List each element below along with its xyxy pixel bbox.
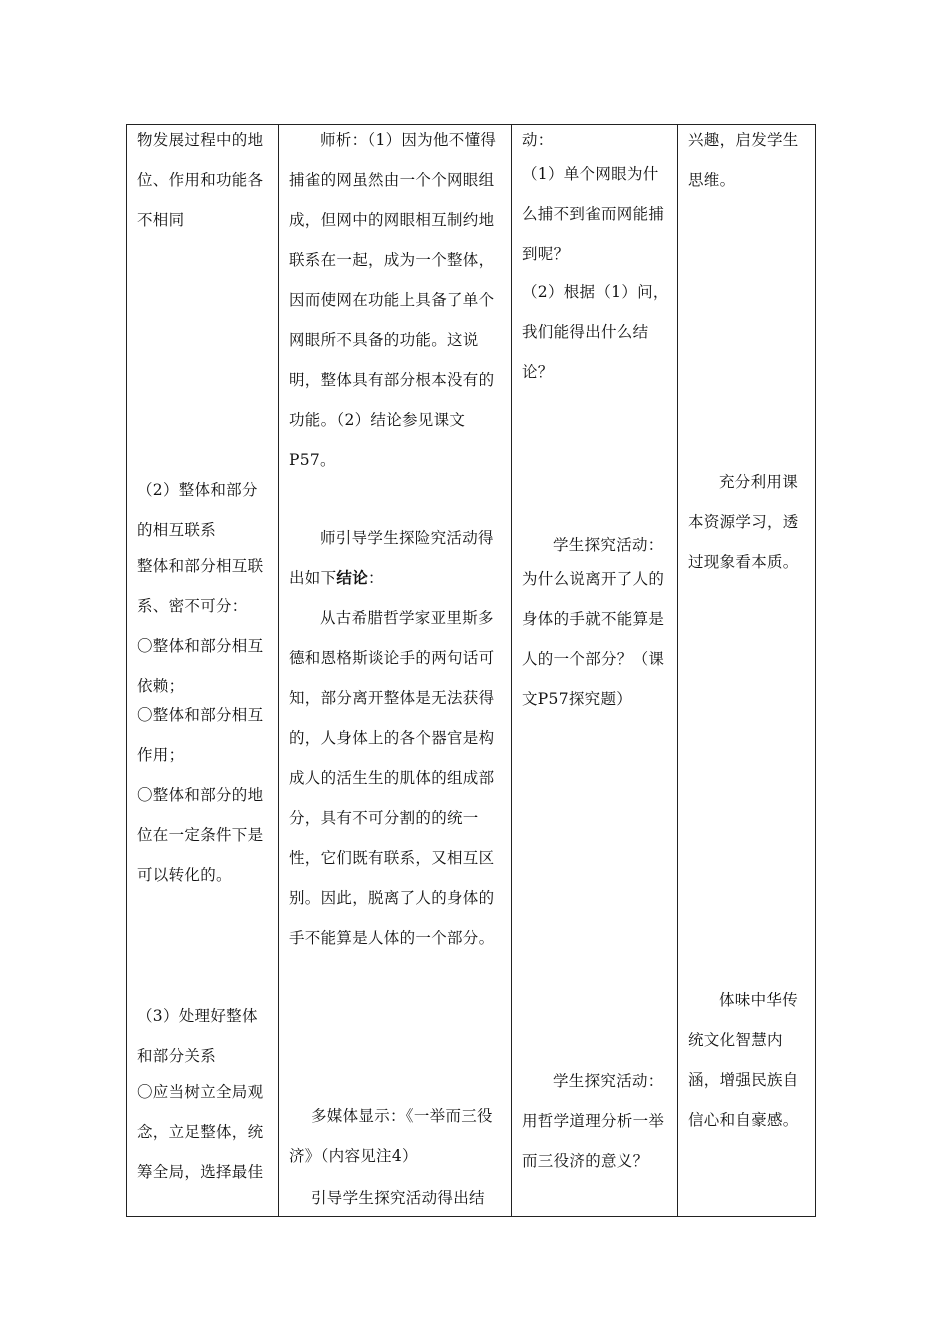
intent-1: 兴趣，启发学生思维。 [688,131,799,189]
lesson-plan-table [126,124,816,1217]
teacher-analysis: 师析：（1）因为他不懂得捕雀的网虽然由一个个网眼组成，但网中的网眼相互制约地联系在一起，成为一个整体，因而使网在功能上具备了单个网眼所不具备的功能。这说明，整体具有部分根本没有的功能。（2）结论参见课文P57。 [289,131,497,469]
content-intro: 物发展过程中的地位、作用和功能各不相同 [137,131,264,229]
guide-colon: ： [368,569,384,587]
media-display: 多媒体显示：《一举而三役济》（内容见注4） [289,1107,493,1165]
question-1: （1）单个网眼为什么捕不到雀而网能捕到呢？ [522,165,665,263]
section-3-title: （3）处理好整体和部分关系 [137,1007,258,1065]
teacher-guide [289,518,505,598]
section-2-point-3: 〇整体和部分的地位在一定条件下是可以转化的。 [137,786,264,884]
intent-2: 充分利用课本资源学习，透过现象看本质。 [688,473,799,571]
guide-text: 师引导学生探险究活动得出如下 [289,529,494,587]
explore-1-title: 学生探究活动： [553,536,664,554]
teacher-guide-2: 引导学生探究活动得出结 [311,1189,485,1207]
section-2-point-1: 〇整体和部分相互依赖； [137,637,264,695]
teacher-column [279,125,511,1216]
conclusion-text: 从古希腊哲学家亚里斯多德和恩格斯谈论手的两句话可知，部分离开整体是无法获得的，人身体上的各个器官是构成人的活生生的肌体的组成部分，具有不可分割的的统一性，它们既有联系，又相互区别。因此，脱离了人的身体的手不能算是人体的一个部分。 [289,609,495,947]
section-3-point-1: 〇应当树立全局观念，立足整体，统筹全局，选择最佳 [137,1083,264,1181]
content-column [127,125,278,1216]
explore-2-title: 学生探究活动： [553,1072,664,1090]
intent-3: 体味中华传统文化智慧内涵，增强民族自信心和自豪感。 [688,991,799,1129]
section-2-title: （2）整体和部分的相互联系 [137,481,258,539]
activity-tail: 动： [522,131,554,149]
student-column [512,125,677,1216]
question-2: （2）根据（1）问，我们能得出什么结论？ [522,283,669,381]
section-2-lead: 整体和部分相互联系、密不可分： [137,557,264,615]
conclusion-label: 结论 [336,568,369,587]
intent-column [678,125,815,1216]
explore-2-text: 用哲学道理分析一举而三役济的意义？ [522,1112,665,1170]
section-2-point-2: 〇整体和部分相互作用； [137,706,264,764]
explore-1-text: 为什么说离开了人的身体的手就不能算是人的一个部分？（课文P57探究题） [522,570,665,708]
